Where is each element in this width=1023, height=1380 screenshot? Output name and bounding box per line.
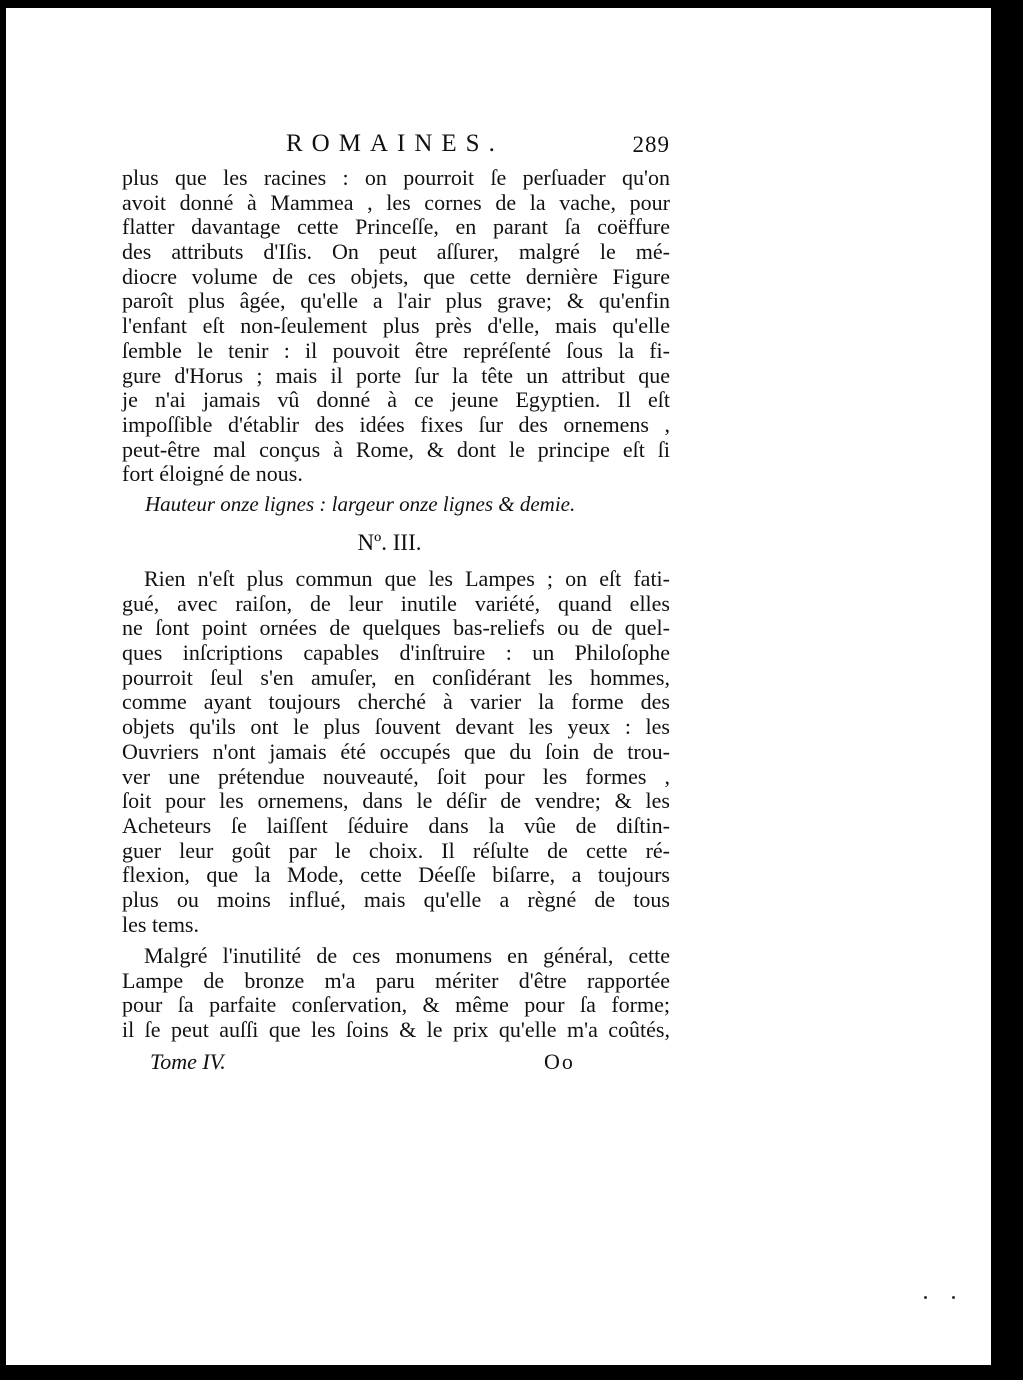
page-header [120, 130, 670, 160]
section-title [0, 530, 1023, 556]
text-line: impoſſible d'établir des idées fixes ſur des ornemens , [122, 411, 670, 437]
text-line: Ouvriers n'ont jamais été occupés que du ſoin de trou- [122, 738, 670, 764]
text-line: objets qu'ils ont le plus ſouvent devant les yeux : les [122, 714, 670, 740]
text-line: pourroit ſeul s'en amuſer, en conſidérant les hommes, [122, 664, 670, 690]
text-line: avoit donné à Mammea , les cornes de la vache, pour [122, 189, 670, 215]
scan-border-right [993, 0, 1023, 1380]
text-line: comme ayant toujours cherché à varier la forme des [122, 689, 670, 715]
text-line: des attributs d'Iſis. On peut aſſurer, malgré le mé- [122, 239, 670, 265]
text-line: plus que les racines : on pourroit ſe perſuader qu'on [122, 165, 670, 190]
text-line: flatter davantage cette Princeſſe, en parant ſa coëffure [122, 214, 670, 240]
dimensions-note: Hauteur onze lignes : largeur onze lignes & demie. [145, 492, 576, 516]
text-line: l'enfant eſt non-ſeulement plus près d'elle, mais qu'elle [122, 313, 670, 339]
section-number: Nº. III. [357, 530, 422, 555]
page-number: 289 [632, 132, 670, 157]
text-line: ver une prétendue nouveauté, ſoit pour les formes , [122, 763, 670, 789]
text-line: Malgré l'inutilité de ces monumens en général, cette [144, 943, 670, 968]
text-line: Rien n'eſt plus commun que les Lampes ; on eſt fati- [144, 566, 670, 591]
text-line: plus ou moins influé, mais qu'elle a règné de tous [122, 886, 670, 912]
text-line: fort éloigné de nous. [122, 461, 303, 487]
text-line: ſoit pour les ornemens, dans le déſir de vendre; & les [122, 788, 670, 814]
scan-speck [924, 1296, 927, 1299]
volume-label: Tome IV. [150, 1049, 226, 1074]
paragraph-lamps [122, 567, 670, 937]
text-line: ſemble le tenir : il pouvoit être repréſenté ſous la fi- [122, 337, 670, 363]
text-line: je n'ai jamais vû donné à ce jeune Egyptien. Il eſt [122, 387, 670, 413]
continued-paragraph [122, 166, 670, 487]
text-line: ques inſcriptions capables d'inſtruire : un Philoſophe [122, 640, 670, 666]
text-line: pour ſa parfaite conſervation, & même pour ſa forme; [122, 992, 670, 1018]
text-line: diocre volume de ces objets, que cette dernière Figure [122, 263, 670, 289]
text-line: ne ſont point ornées de quelques bas-reliefs ou de quel- [122, 615, 670, 641]
text-line: les tems. [122, 911, 199, 937]
page-footer [150, 1049, 590, 1079]
text-line: gure d'Horus ; mais il porte ſur la tête un attribut que [122, 362, 670, 388]
text-line: peut-être mal conçus à Rome, & dont le principe eſt ſi [122, 436, 670, 462]
signature-mark: Oo [544, 1049, 575, 1074]
text-line: guer leur goût par le choix. Il réſulte de cette ré- [122, 837, 670, 863]
running-head: ROMAINES. [286, 130, 504, 157]
text-line: Acheteurs ſe laiſſent ſéduire dans la vûe de diſtin- [122, 812, 670, 838]
text-line: il ſe peut auſſi que les ſoins & le prix qu'elle m'a coûtés, [122, 1017, 670, 1043]
scan-speck [952, 1296, 955, 1299]
text-line: Lampe de bronze m'a paru mériter d'être rapportée [122, 967, 670, 993]
paragraph-bronze-lamp [122, 944, 670, 1043]
text-line: flexion, que la Mode, cette Déeſſe biſarre, a toujours [122, 862, 670, 888]
text-line: paroît plus âgée, qu'elle a l'air plus grave; & qu'enfin [122, 288, 670, 314]
text-line: gué, avec raiſon, de leur inutile variété, quand elles [122, 590, 670, 616]
